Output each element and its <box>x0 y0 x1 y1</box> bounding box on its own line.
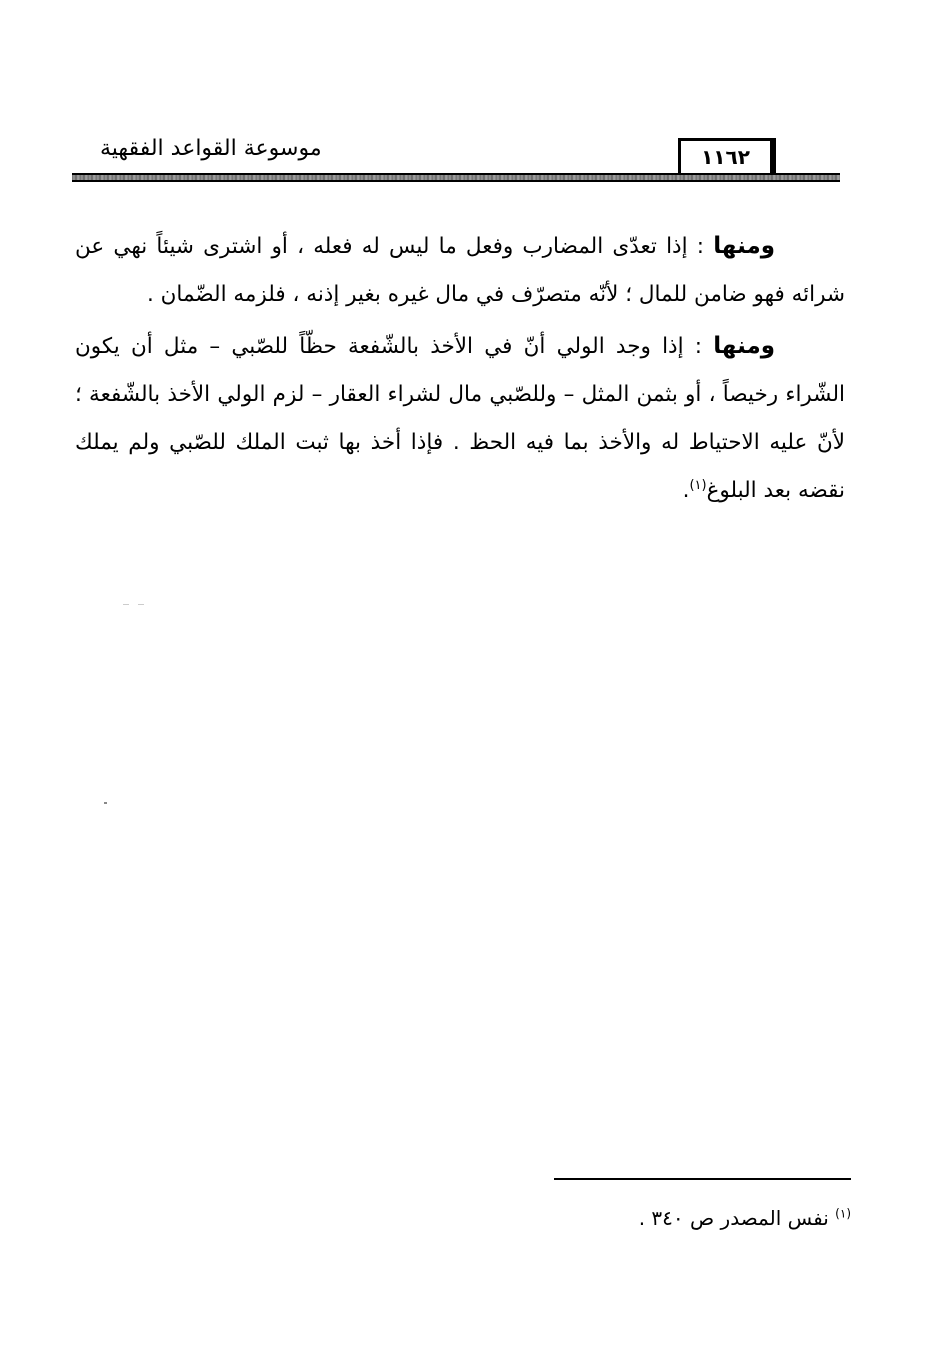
scan-speck <box>104 802 107 804</box>
scan-speck <box>123 604 129 605</box>
body-text <box>75 222 845 515</box>
paragraph-end-mark: . <box>682 478 690 503</box>
footnote-marker: (١) <box>835 1206 851 1221</box>
paragraph-2 <box>75 322 845 515</box>
scan-speck <box>138 604 144 605</box>
footnote-reference[interactable]: (١) <box>689 477 707 493</box>
running-header-title: موسوعة القواعد الفقهية <box>100 136 322 161</box>
page-number: ١١٦٢ <box>701 145 750 169</box>
paragraph-text: : إذا وجد الولي أنّ في الأخذ بالشّفعة حظّاً للصّبي – مثل أن يكون الشّراء رخيصاً ، أو بثمن المثل – وللصّبي مال لشراء العقار – لزم الولي الأخذ بالشّفعة ؛ لأنّ عليه الاحتياط له والأخذ بما فيه الحظ . فإذا أخذ بها ثبت الملك للصّبي ولم يملك نقضه بعد البلوغ <box>75 334 845 503</box>
paragraph-lead: ومنها <box>713 333 775 359</box>
header-rule <box>72 173 840 182</box>
footnote-separator <box>554 1178 851 1180</box>
paragraph-1 <box>75 222 845 319</box>
footnote-text: نفس المصدر ص ٣٤٠ . <box>638 1206 829 1230</box>
paragraph-lead: ومنها <box>713 233 775 259</box>
page-number-box <box>678 138 776 174</box>
footnote <box>639 1206 851 1230</box>
paragraph-text: : إذا تعدّى المضارب وفعل ما ليس له فعله ، أو اشترى شيئاً نهي عن شرائه فهو ضامن للمال ؛ لأنّه متصرّف في مال غيره بغير إذنه ، فلزمه الضّمان . <box>75 234 845 307</box>
